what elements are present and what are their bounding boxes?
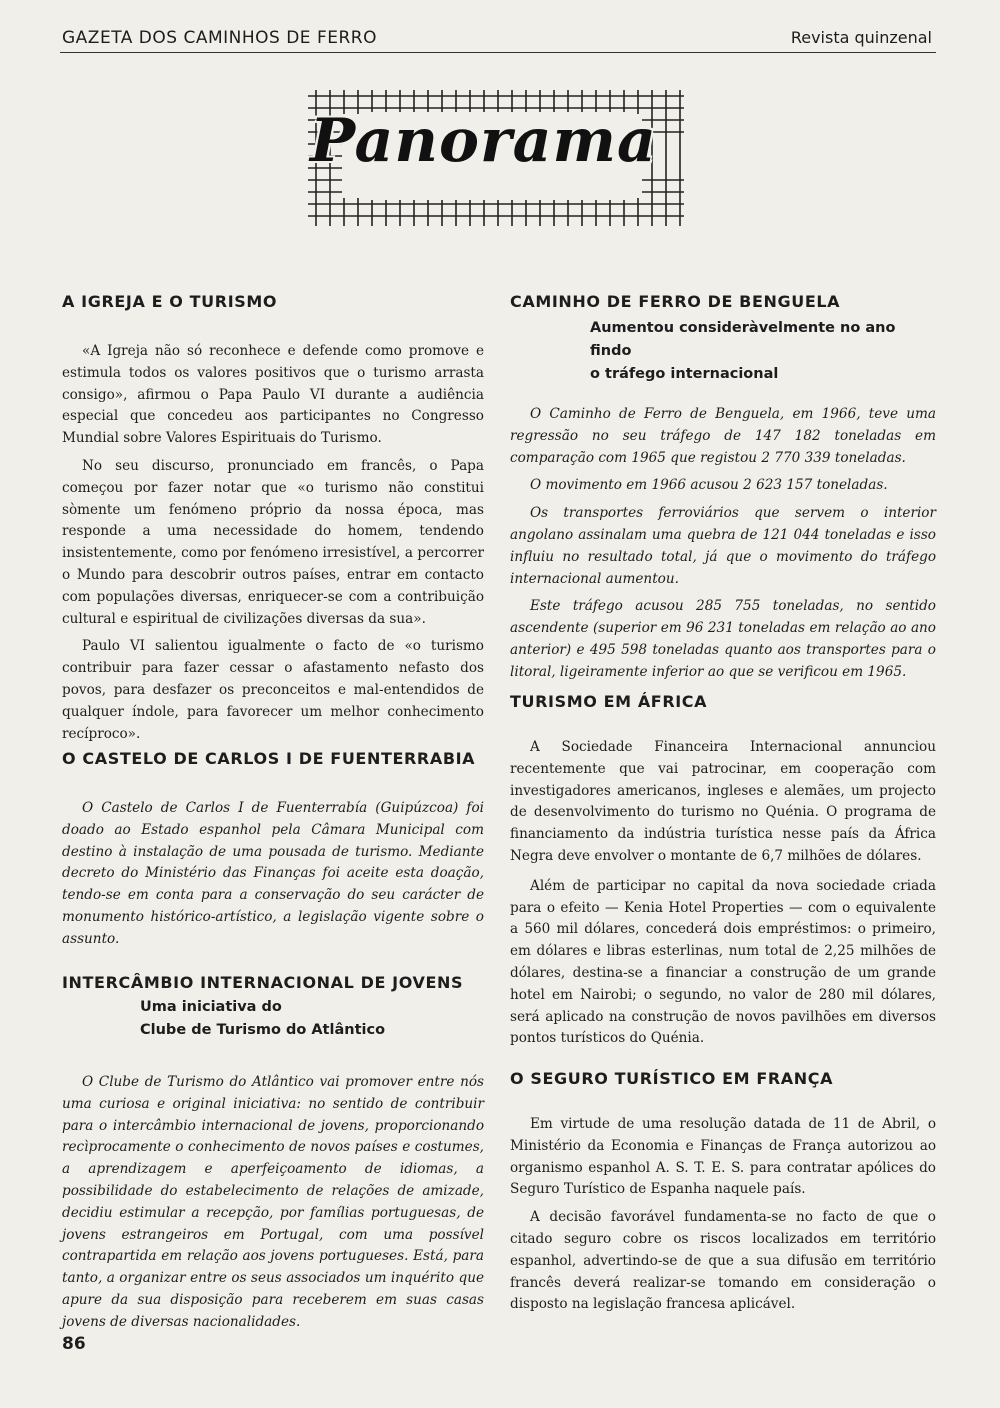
article-title: O CASTELO DE CARLOS I DE FUENTERRABIA [62,749,476,768]
article-benguela [510,292,936,684]
panorama-logo-text: Panorama [310,106,657,176]
article-paragraph: O movimento em 1966 acusou 2 623 157 toneladas. [530,477,888,494]
page-number: 86 [62,1334,86,1354]
article-igreja [62,292,484,745]
article-paragraph: Este tráfego acusou 285 755 toneladas, no sentido ascendente (superior em 96 231 toneladas em relação ao ano anterior) e 495 598 toneladas quanto aos transportes para o litoral, ligeiramente inferior ao que se verificou em 1965. [510,598,936,680]
article-title: CAMINHO DE FERRO DE BENGUELA [510,292,841,311]
article-paragraph: Paulo VI salientou igualmente o facto de «o turismo contribuir para fazer cessar o afastamento nefasto dos povos, para desfazer os preconceitos e mal-entendidos de qualquer índole, para favorecer um melhor conhecimento recíproco». [62,638,484,742]
magazine-subtitle: Revista quinzenal [790,28,932,47]
header-rule [60,52,936,53]
article-subtitle: Aumentou consideràvelmente no ano findo [590,320,896,359]
article-africa [510,692,936,1050]
article-castelo [62,749,484,951]
article-subtitle: Clube de Turismo do Atlântico [140,1022,386,1038]
article-paragraph: A Sociedade Financeira Internacional annunciou recentemente que vai patrocinar, em cooperação com investigadores americanos, ingleses e alemães, um projecto de desenvolvimento do turismo no Quénia. O programa de financiamento da indústria turística nesse país da África Negra deve envolver o montante de 6,7 milhões de dólares. [510,739,936,864]
panorama-logo [302,86,690,234]
article-title: INTERCÂMBIO INTERNACIONAL DE JOVENS [62,973,464,992]
article-paragraph: O Castelo de Carlos I de Fuenterrabía (Guipúzcoa) foi doado ao Estado espanhol pela Câmara Municipal com destino à instalação de uma pousada de turismo. Mediante decreto do Ministério das Finanças foi aceite esta doação, tendo-se em conta para a conservação do seu carácter de monumento histórico-artístico, a legislação vigente sobre o assunto. [62,800,484,947]
article-paragraph: «A Igreja não só reconhece e defende como promove e estimula todos os valores positivos que o turismo arrasta consigo», afirmou o Papa Paulo VI durante a audiência especial que concedeu aos participantes no Congresso Mundial sobre Valores Espirituais do Turismo. [62,343,484,447]
article-seguro [510,1069,936,1316]
article-paragraph: O Clube de Turismo do Atlântico vai promover entre nós uma curiosa e original iniciativa: no sentido de contribuir para o intercâmbio internacional de jovens, proporcionando recìprocamente o conhecimento de novos países e costumes, a aprendizagem e aperfeiçoamento de idiomas, a possibilidade do estabelecimento de relações de amizade, decidiu estimular a recepção, por famílias portuguesas, de jovens estrangeiros em Portugal, com uma possível contrapartida em relação aos jovens portugueses. Está, para tanto, a organizar entre os seus associados um inquérito que apure da sua disposição para receberem em suas casas jovens de diversas nacionalidades. [62,1074,484,1330]
article-paragraph: O Caminho de Ferro de Benguela, em 1966, teve uma regressão no seu tráfego de 147 182 toneladas em comparação com 1965 que registou 2 770 339 toneladas. [510,406,936,466]
article-paragraph: Além de participar no capital da nova sociedade criada para o efeito — Kenia Hotel Properties — com o equivalente a 560 mil dólares, concederá dois empréstimos: o primeiro, em dólares e libras esterlinas, num total de 2,25 milhões de dólares, destina-se a financiar a construção de um grande hotel em Nairobi; o segundo, no valor de 280 mil dólares, será aplicado na construção de novos pavilhões em diversos pontos turísticos do Quénia. [510,877,936,1047]
article-title: A IGREJA E O TURISMO [62,292,278,311]
article-subtitle: o tráfego internacional [590,366,779,382]
article-subtitle: Uma iniciativa do [140,999,282,1015]
article-paragraph: A decisão favorável fundamenta-se no facto de que o citado seguro cobre os riscos localizados em território espanhol, advertindo-se de que a sua difusão em território francês deverá realizar-se tomando em consideração o disposto na legislação francesa aplicável. [510,1209,936,1313]
article-title: O SEGURO TURÍSTICO EM FRANÇA [510,1069,834,1088]
article-title: TURISMO EM ÁFRICA [510,692,708,711]
article-paragraph: No seu discurso, pronunciado em francês, o Papa começou por fazer notar que «o turismo não constitui sòmente um fenómeno próprio da nossa época, mas responde a uma necessidade do homem, tendendo insistentemente, como por fenómeno irresistível, a percorrer o Mundo para descobrir outros países, entrar em contacto com populações diversas, enriquecer-se com a contribuição cultural e espiritual de civilizações diversas da sua». [62,457,484,627]
article-intercambio [62,973,484,1334]
article-paragraph: Os transportes ferroviários que servem o interior angolano assinalam uma quebra de 121 044 toneladas e isso influiu no resultado total, já que o movimento do tráfego internacional aumentou. [510,505,936,587]
article-paragraph: Em virtude de uma resolução datada de 11 de Abril, o Ministério da Economia e Finanças de França autorizou ao organismo espanhol A. S. T. E. S. para contratar apólices do Seguro Turístico de Espanha naquele país. [510,1116,936,1198]
magazine-title: GAZETA DOS CAMINHOS DE FERRO [62,28,377,48]
